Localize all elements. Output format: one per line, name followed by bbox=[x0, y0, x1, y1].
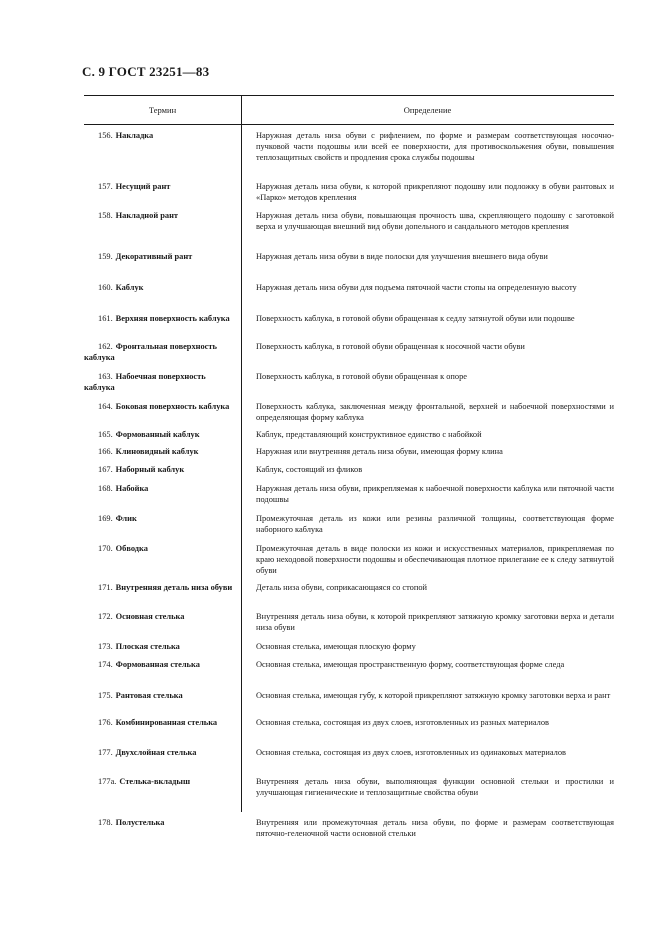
table-row bbox=[84, 251, 614, 262]
term-cell bbox=[84, 429, 241, 440]
table-row bbox=[84, 513, 614, 535]
term-name: Основная стелька bbox=[115, 612, 185, 621]
table-row bbox=[84, 282, 614, 293]
definition-cell: Поверхность каблука, в готовой обуви обращенная к седлу затянутой обуви или подошве bbox=[256, 314, 575, 323]
term-cell bbox=[84, 313, 241, 324]
term-name: Рантовая стелька bbox=[115, 691, 183, 700]
term-cell bbox=[84, 130, 241, 141]
term-cell bbox=[84, 181, 241, 192]
definition-cell: Промежуточная деталь в виде полоски из кожи и искусственных материалов, прикрепляемая по краю неходовой поверхности подошвы и обеспечивающая плотное прилегание ее к следу затянутой обуви bbox=[256, 544, 614, 575]
term-name: Наборный каблук bbox=[115, 465, 185, 474]
term-number: 170. bbox=[98, 544, 113, 553]
term-number: 166. bbox=[98, 447, 113, 456]
definition-cell: Наружная деталь низа обуви для подъема пяточной части стопы на определенную высоту bbox=[256, 283, 577, 292]
term-name: Двухслойная стелька bbox=[115, 748, 197, 757]
table-row bbox=[84, 181, 614, 203]
table-row bbox=[84, 747, 614, 758]
table-row bbox=[84, 659, 614, 670]
term-name: Боковая поверхность каблука bbox=[115, 402, 230, 411]
term-name: Каблук bbox=[115, 283, 144, 292]
term-name: Комбинированная стелька bbox=[115, 718, 218, 727]
term-number: 177а. bbox=[98, 777, 117, 786]
term-name: Полустелька bbox=[115, 818, 165, 827]
definition-cell: Наружная деталь низа обуви с рифлением, по форме и размерам соответствующая носочно-пучковой части подошвы или всей ее поверхности, для противоскольжения обуви, повышения теплозащитных свойств и продления срока службы подошвы bbox=[256, 131, 614, 162]
definition-cell: Основная стелька, состоящая из двух слоев, изготовленных из разных материалов bbox=[256, 718, 550, 727]
term-cell bbox=[84, 582, 241, 593]
term-number: 177. bbox=[98, 748, 113, 757]
table-row bbox=[84, 130, 614, 163]
definition-cell: Поверхность каблука, в готовой обуви обращенная к носочной части обуви bbox=[256, 342, 525, 351]
term-cell bbox=[84, 341, 241, 363]
term-number: 176. bbox=[98, 718, 113, 727]
term-number: 165. bbox=[98, 430, 113, 439]
term-name: Плоская стелька bbox=[115, 642, 180, 651]
column-header-term: Термин bbox=[148, 105, 177, 115]
term-name: Набойка bbox=[115, 484, 149, 493]
term-name: Несущий рант bbox=[115, 182, 171, 191]
term-cell bbox=[84, 690, 241, 701]
definition-cell: Внутренняя деталь низа обуви, к которой прикрепляют затяжную кромку заготовки верха и детали низа обуви bbox=[256, 612, 614, 632]
term-name: Фронтальная поверхность каблука bbox=[84, 342, 217, 362]
term-cell bbox=[84, 747, 241, 758]
table-row bbox=[84, 611, 614, 633]
table-row bbox=[84, 641, 614, 652]
term-cell bbox=[84, 513, 241, 524]
term-name: Верхняя поверхность каблука bbox=[115, 314, 230, 323]
definition-cell: Основная стелька, имеющая пространственную форму, соответствующая форме следа bbox=[256, 660, 565, 669]
table-row bbox=[84, 776, 614, 798]
term-name: Клиновидный каблук bbox=[115, 447, 199, 456]
definition-cell: Основная стелька, состоящая из двух слоев, изготовленных из одинаковых материалов bbox=[256, 748, 566, 757]
page-header: С. 9 ГОСТ 23251—83 bbox=[82, 64, 210, 79]
definition-cell: Поверхность каблука, заключенная между фронтальной, верхней и набоечной поверхностями и определяющая форму каблука bbox=[256, 402, 614, 422]
definition-cell: Наружная деталь низа обуви, к которой прикрепляют подошву или подложку в обуви рантовых и «Парко» методов крепления bbox=[256, 182, 614, 202]
definition-cell: Каблук, состоящий из фликов bbox=[256, 465, 363, 474]
term-name: Формованная стелька bbox=[115, 660, 200, 669]
definition-cell: Наружная деталь низа обуви в виде полоски для улучшения внешнего вида обуви bbox=[256, 252, 548, 261]
table-row bbox=[84, 341, 614, 363]
term-number: 172. bbox=[98, 612, 113, 621]
term-name: Набоечная поверхность каблука bbox=[84, 372, 206, 392]
table-row bbox=[84, 371, 614, 393]
term-cell bbox=[84, 776, 241, 787]
term-number: 164. bbox=[98, 402, 113, 411]
term-cell bbox=[84, 641, 241, 652]
column-header-definition: Определение bbox=[403, 105, 452, 115]
table-header bbox=[84, 95, 614, 125]
term-number: 156. bbox=[98, 131, 113, 140]
definition-cell: Внутренняя или промежуточная деталь низа обуви, по форме и размерам соответствующая пяточно-геленочной части основной стельки bbox=[256, 818, 614, 838]
table-row bbox=[84, 429, 614, 440]
term-cell bbox=[84, 371, 241, 393]
term-number: 167. bbox=[98, 465, 113, 474]
term-name: Флик bbox=[115, 514, 137, 523]
table-row bbox=[84, 817, 614, 839]
term-cell bbox=[84, 464, 241, 475]
definition-cell: Деталь низа обуви, соприкасающаяся со стопой bbox=[256, 583, 427, 592]
term-cell bbox=[84, 210, 241, 221]
term-cell bbox=[84, 611, 241, 622]
term-number: 160. bbox=[98, 283, 113, 292]
term-number: 175. bbox=[98, 691, 113, 700]
term-cell bbox=[84, 446, 241, 457]
definition-cell: Поверхность каблука, в готовой обуви обращенная к опоре bbox=[256, 372, 467, 381]
term-number: 168. bbox=[98, 484, 113, 493]
term-cell bbox=[84, 282, 241, 293]
term-number: 169. bbox=[98, 514, 113, 523]
definition-cell: Наружная деталь низа обуви, прикрепляемая к набоечной поверхности каблука или пяточной части подошвы bbox=[256, 484, 614, 504]
term-cell bbox=[84, 817, 241, 828]
term-number: 174. bbox=[98, 660, 113, 669]
table-row bbox=[84, 690, 614, 701]
term-number: 159. bbox=[98, 252, 113, 261]
definition-cell: Основная стелька, имеющая плоскую форму bbox=[256, 642, 416, 651]
term-cell bbox=[84, 401, 241, 412]
term-number: 163. bbox=[98, 372, 113, 381]
term-cell bbox=[84, 251, 241, 262]
term-number: 161. bbox=[98, 314, 113, 323]
table-row bbox=[84, 543, 614, 576]
term-number: 173. bbox=[98, 642, 113, 651]
term-name: Формованный каблук bbox=[115, 430, 200, 439]
term-name: Обводка bbox=[115, 544, 148, 553]
terms-table bbox=[84, 95, 614, 838]
table-row bbox=[84, 717, 614, 728]
definition-cell: Основная стелька, имеющая губу, к которой прикрепляют затяжную кромку заготовки верха и рант bbox=[256, 691, 611, 700]
term-cell bbox=[84, 717, 241, 728]
table-row bbox=[84, 582, 614, 593]
definition-cell: Внутренняя деталь низа обуви, выполняющая функции основной стельки и простилки и улучшающая гигиенические и теплозащитные свойства обуви bbox=[256, 777, 614, 797]
term-number: 157. bbox=[98, 182, 113, 191]
term-name: Стелька-вкладыш bbox=[119, 777, 191, 786]
term-cell bbox=[84, 659, 241, 670]
term-number: 178. bbox=[98, 818, 113, 827]
table-row bbox=[84, 446, 614, 457]
definition-cell: Промежуточная деталь из кожи или резины различной толщины, соответствующая форме наборного каблука bbox=[256, 514, 614, 534]
table-row bbox=[84, 464, 614, 475]
term-name: Накладка bbox=[115, 131, 154, 140]
term-name: Внутренняя деталь низа обуви bbox=[115, 583, 233, 592]
term-cell bbox=[84, 483, 241, 494]
definition-cell: Наружная или внутренняя деталь низа обуви, имеющая форму клина bbox=[256, 447, 503, 456]
table-row bbox=[84, 313, 614, 324]
definition-cell: Каблук, представляющий конструктивное единство с набойкой bbox=[256, 430, 482, 439]
table-row bbox=[84, 401, 614, 423]
term-number: 162. bbox=[98, 342, 113, 351]
term-cell bbox=[84, 543, 241, 554]
definition-cell: Наружная деталь низа обуви, повышающая прочность шва, скрепляющего подошву с заготовкой верха и улучшающая внешний вид обуви допельного и сандального методов крепления bbox=[256, 211, 614, 231]
table-row bbox=[84, 483, 614, 505]
term-name: Декоративный рант bbox=[115, 252, 193, 261]
table-row bbox=[84, 210, 614, 232]
term-number: 158. bbox=[98, 211, 113, 220]
term-name: Накладной рант bbox=[115, 211, 179, 220]
term-number: 171. bbox=[98, 583, 113, 592]
